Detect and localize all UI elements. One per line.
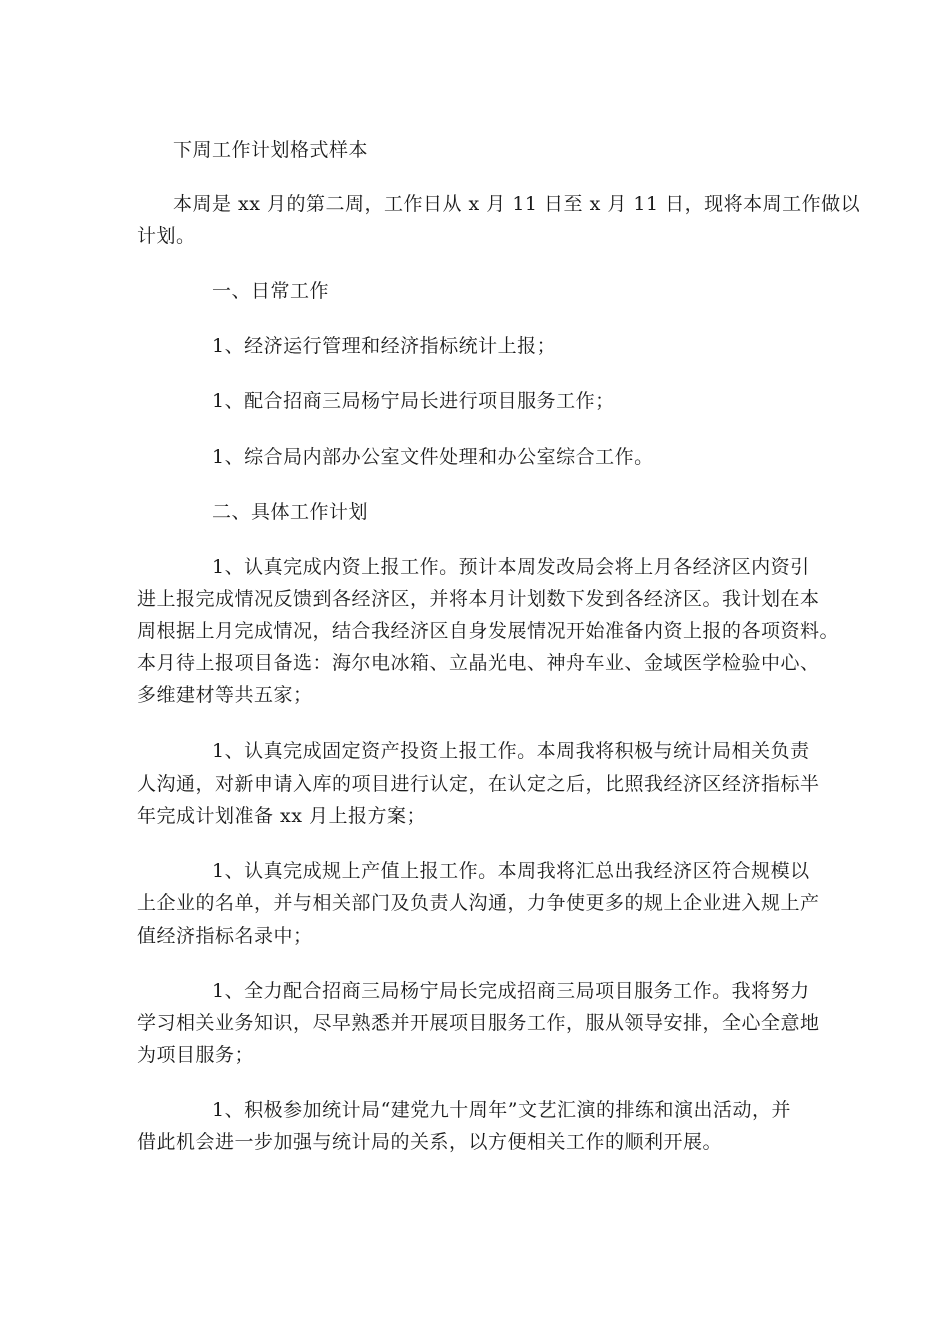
paragraph-line: 1、认真完成固定资产投资上报工作。本周我将积极与统计局相关负责 <box>212 740 810 762</box>
list-item: 1、综合局内部办公室文件处理和办公室综合工作。 <box>212 446 654 468</box>
paragraph-line: 1、全力配合招商三局杨宁局长完成招商三局项目服务工作。我将努力 <box>212 980 810 1002</box>
document-title: 下周工作计划格式样本 <box>173 139 369 161</box>
paragraph-line: 1、积极参加统计局“建党九十周年”文艺汇演的排练和演出活动，并 <box>212 1099 792 1121</box>
paragraph-line: 本月待上报项目备选：海尔电冰箱、立晶光电、神舟车业、金域医学检验中心、 <box>137 652 820 674</box>
paragraph-line: 为项目服务； <box>137 1044 255 1066</box>
section-heading: 二、具体工作计划 <box>212 501 369 523</box>
section-heading: 一、日常工作 <box>212 280 330 302</box>
list-item: 1、经济运行管理和经济指标统计上报； <box>212 335 557 357</box>
paragraph-line: 周根据上月完成情况，结合我经济区自身发展情况开始准备内资上报的各项资料。 <box>137 620 840 642</box>
paragraph-line: 1、认真完成规上产值上报工作。本周我将汇总出我经济区符合规模以 <box>212 860 810 882</box>
paragraph-line: 1、认真完成内资上报工作。预计本周发改局会将上月各经济区内资引 <box>212 556 810 578</box>
paragraph-line: 多维建材等共五家； <box>137 684 313 706</box>
intro-line: 计划。 <box>137 225 196 247</box>
paragraph-line: 人沟通，对新申请入库的项目进行认定，在认定之后，比照我经济区经济指标半 <box>137 773 820 795</box>
paragraph-line: 借此机会进一步加强与统计局的关系，以方便相关工作的顺利开展。 <box>137 1131 723 1153</box>
paragraph-line: 上企业的名单，并与相关部门及负责人沟通，力争使更多的规上企业进入规上产 <box>137 892 820 914</box>
paragraph-line: 值经济指标名录中； <box>137 925 313 947</box>
paragraph-line: 学习相关业务知识，尽早熟悉并开展项目服务工作，服从领导安排，全心全意地 <box>137 1012 820 1034</box>
paragraph-line: 年完成计划准备 xx 月上报方案； <box>137 805 427 827</box>
paragraph-line: 进上报完成情况反馈到各经济区，并将本月计划数下发到各经济区。我计划在本 <box>137 588 820 610</box>
list-item: 1、配合招商三局杨宁局长进行项目服务工作； <box>212 390 615 412</box>
intro-line: 本周是 xx 月的第二周，工作日从 x 月 11 日至 x 月 11 日，现将本周工作做以 <box>173 193 861 215</box>
